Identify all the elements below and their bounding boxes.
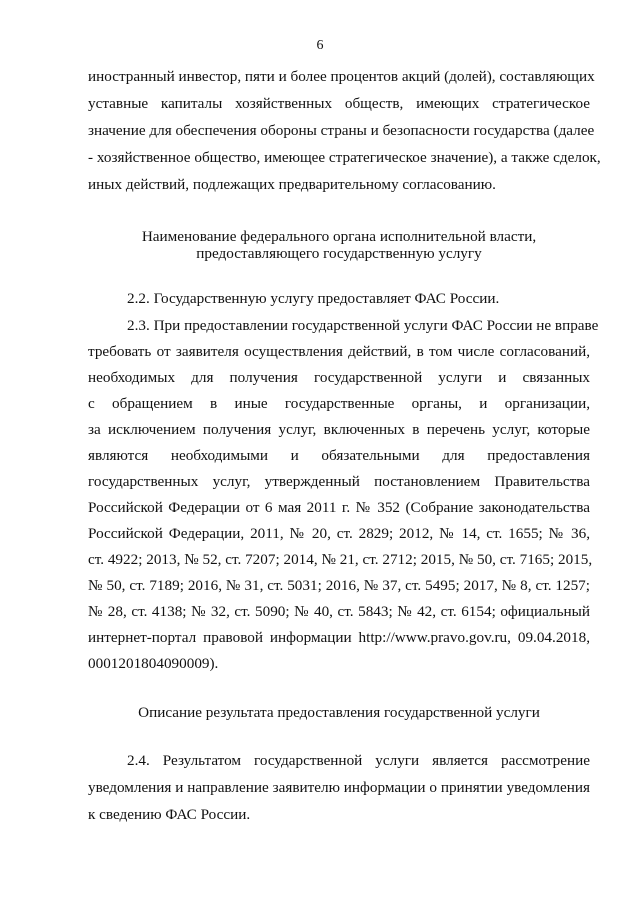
text-line: с обращением в иные государственные органы, и организации, — [88, 395, 590, 412]
text-line: № 28, ст. 4138; № 32, ст. 5090; № 40, ст. 5843; № 42, ст. 6154; официальный — [88, 603, 590, 620]
text-line: № 50, ст. 7189; 2016, № 31, ст. 5031; 2016, № 37, ст. 5495; 2017, № 8, ст. 1257; — [88, 577, 590, 594]
text-line: 2.3. При предоставлении государственной услуги ФАС России не вправе — [127, 317, 599, 334]
text-line: требовать от заявителя осуществления действий, в том числе согласований, — [88, 343, 590, 360]
text-line: - хозяйственное общество, имеющее стратегическое значение), а также сделок, — [88, 149, 601, 166]
text-line: государственных услуг, утвержденный постановлением Правительства — [88, 473, 590, 490]
heading-line: Наименование федерального органа исполнительной власти, — [141, 228, 537, 245]
text-line: за исключением получения услуг, включенных в перечень услуг, которые — [88, 421, 590, 438]
text-line: Российской Федерации от 6 мая 2011 г. № 352 (Собрание законодательства — [88, 499, 590, 516]
text-line: 2.4. Результатом государственной услуги является рассмотрение — [127, 752, 590, 769]
text-line: 0001201804090009). — [88, 655, 219, 672]
text-line: к сведению ФАС России. — [88, 806, 251, 823]
text-line: иных действий, подлежащих предварительному согласованию. — [88, 176, 496, 193]
paragraph-2-2: 2.2. Государственную услугу предоставляет ФАС России. — [127, 290, 500, 307]
text-line: иностранный инвестор, пяти и более процентов акций (долей), составляющих — [88, 68, 595, 85]
text-line: уведомления и направление заявителю информации о принятии уведомления — [88, 779, 590, 796]
text-line: значение для обеспечения обороны страны и безопасности государства (далее — [88, 122, 595, 139]
text-line: ст. 4922; 2013, № 52, ст. 7207; 2014, № 21, ст. 2712; 2015, № 50, ст. 7165; 2015, — [88, 551, 593, 568]
text-line: необходимых для получения государственной услуги и связанных — [88, 369, 590, 386]
text-line: интернет-портал правовой информации http://www.pravo.gov.ru, 09.04.2018, — [88, 629, 590, 646]
section-heading-result: Описание результата предоставления государственной услуги — [138, 704, 540, 721]
page-number: 6 — [316, 38, 324, 53]
text-line: Российской Федерации, 2011, № 20, ст. 2829; 2012, № 14, ст. 1655; № 36, — [88, 525, 590, 542]
text-line: уставные капиталы хозяйственных обществ, имеющих стратегическое — [88, 95, 590, 112]
heading-line: предоставляющего государственную услугу — [196, 245, 482, 262]
text-line: являются необходимыми и обязательными для предоставления — [88, 447, 590, 464]
